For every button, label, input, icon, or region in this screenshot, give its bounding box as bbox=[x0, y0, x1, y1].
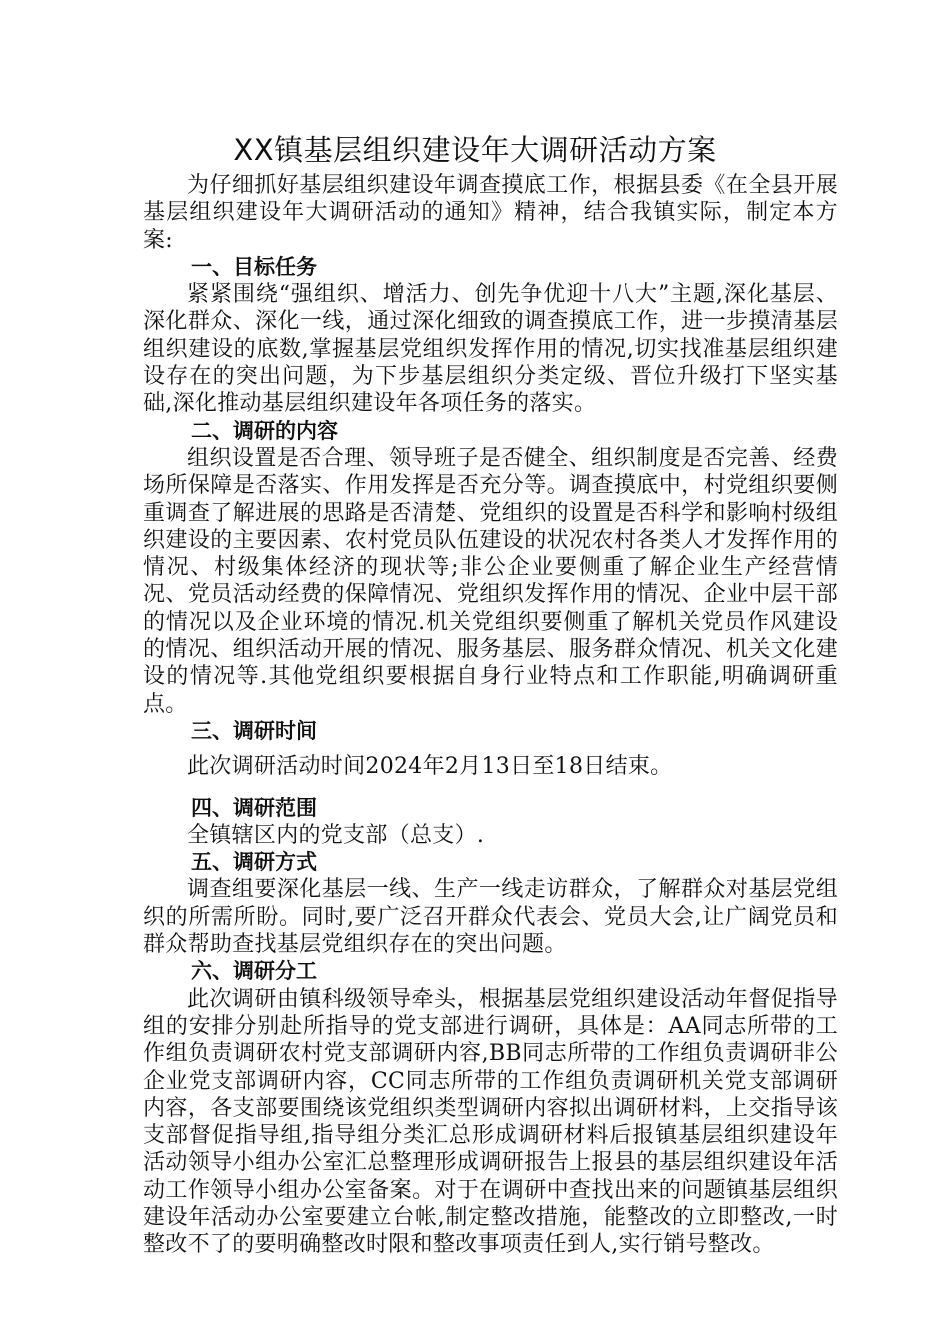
section-body-method: 调查组要深化基层一线、生产一线走访群众，了解群众对基层党组织的所需所盼。同时,要广泛召开群众代表会、党员大会,让广阔党员和群众帮助查找基层党组织存在的突出问题。 bbox=[143, 877, 838, 958]
document-body bbox=[143, 172, 838, 1259]
section-heading-goals: 一、目标任务 bbox=[191, 254, 317, 279]
section-heading-time: 三、调研时间 bbox=[191, 718, 317, 743]
section-heading-division: 六、调研分工 bbox=[191, 959, 317, 984]
section-body-division: 此次调研由镇科级领导牵头，根据基层党组织建设活动年督促指导组的安排分别赴所指导的党支部进行调研，具体是：AA同志所带的工作组负责调研农村党支部调研内容,BB同志所带的工作组负责调研非公企业党支部调研内容，CC同志所带的工作组负责调研机关党支部调研内容，各支部要围绕该党组织类型调研内容拟出调研材料，上交指导该支部督促指导组,指导组分类汇总形成调研材料后报镇基层组织建设年活动领导小组办公室汇总整理形成调研报告上报县的基层组织建设年活动工作领导小组办公室备案。对于在调研中查找出来的问题镇基层组织建设年活动办公室要建立台帐,制定整改措施，能整改的立即整改,一时整改不了的要明确整改时限和整改事项责任到人,实行销号整改。 bbox=[143, 986, 838, 1258]
intro-paragraph: 为仔细抓好基层组织建设年调查摸底工作，根据县委《在全县开展基层组织建设年大调研活动的通知》精神，结合我镇实际，制定本方案: bbox=[143, 173, 838, 253]
document-title: XX镇基层组织建设年大调研活动方案 bbox=[233, 133, 717, 167]
section-body-content: 组织设置是否合理、领导班子是否健全、组织制度是否完善、经费场所保障是否落实、作用发挥是否充分等。调查摸底中，村党组织要侧重调查了解进展的思路是否清楚、党组织的设置是否科学和影响村级组织建设的主要因素、农村党员队伍建设的状况农村各类人才发挥作用的情况、村级集体经济的现状等;非公企业要侧重了解企业生产经营情况、党员活动经费的保障情况、党组织发挥作用的情况、企业中层干部的情况以及企业环境的情况.机关党组织要侧重了解机关党员作风建设的情况、组织活动开展的情况、服务基层、服务群众情况、机关文化建设的情况等.其他党组织要根据自身行业特点和工作职能,明确调研重点。 bbox=[143, 445, 838, 717]
section-heading-method: 五、调研方式 bbox=[191, 850, 317, 875]
section-body-time: 此次调研活动时间2024年2月13日至18日结束。 bbox=[187, 754, 673, 780]
section-body-scope: 全镇辖区内的党支部（总支）. bbox=[187, 822, 485, 848]
section-heading-content: 二、调研的内容 bbox=[191, 418, 338, 443]
section-body-goals: 紧紧围绕“强组织、增活力、创先争优迎十八大”主题,深化基层、深化群众、深化一线，通过深化细致的调查摸底工作，进一步摸清基层组织建设的底数,掌握基层党组织发挥作用的情况,切实找准基层组织建设存在的突出问题，为下步基层组织分类定级、晋位升级打下坚实基础,深化推动基层组织建设年各项任务的落实。 bbox=[143, 282, 838, 417]
section-heading-scope: 四、调研范围 bbox=[191, 795, 317, 820]
